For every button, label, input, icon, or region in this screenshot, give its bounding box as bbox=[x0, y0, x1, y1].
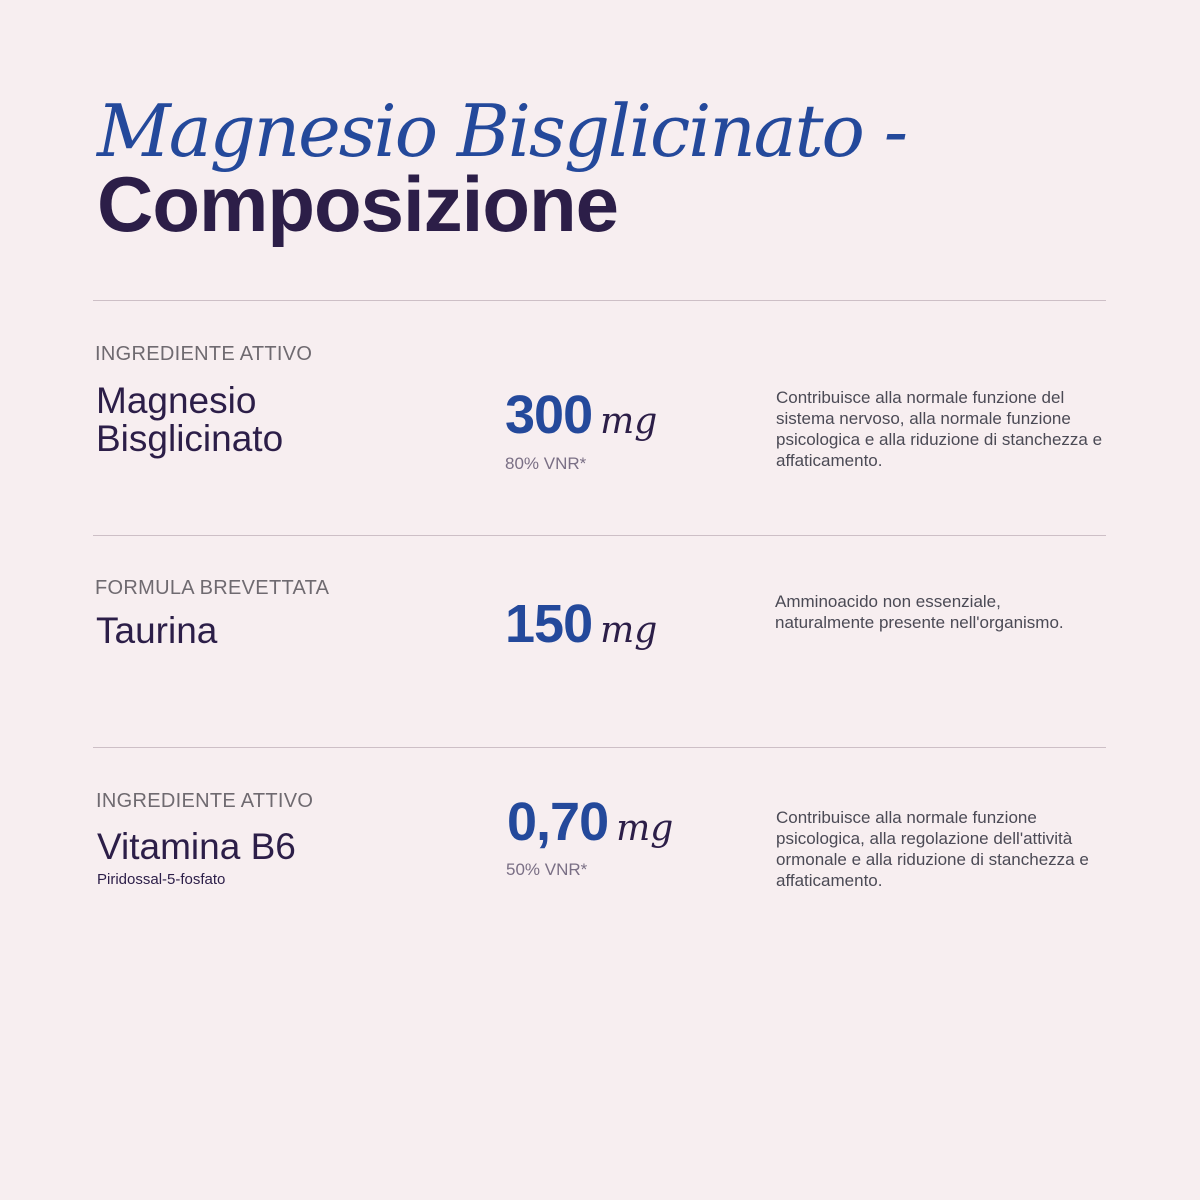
title-italic: Magnesio Bisglicinato - bbox=[97, 89, 907, 173]
vnr-percentage: 80% VNR* bbox=[505, 454, 587, 473]
ingredient-category: FORMULA BREVETTATA bbox=[95, 577, 330, 599]
ingredient-amount bbox=[505, 385, 658, 445]
ingredient-amount bbox=[507, 792, 674, 852]
ingredient-amount bbox=[505, 594, 658, 654]
amount-unit: mg bbox=[600, 610, 658, 651]
ingredient-name-line2: Bisglicinato bbox=[96, 418, 284, 459]
divider bbox=[93, 747, 1106, 748]
amount-value: 0,70 bbox=[507, 792, 609, 852]
ingredient-description: Contribuisce alla normale funzione del sistema nervoso, alla normale funzione psicologica e alla riduzione di stanchezza e affaticamento. bbox=[776, 388, 1103, 470]
ingredient-name-line1: Vitamina B6 bbox=[97, 826, 296, 867]
ingredient-subname: Piridossal-5-fosfato bbox=[97, 871, 226, 888]
ingredient-description: Amminoacido non essenziale, naturalmente presente nell'organismo. bbox=[775, 592, 1064, 632]
vnr-percentage: 50% VNR* bbox=[506, 860, 588, 879]
title-bold: Composizione bbox=[97, 160, 619, 248]
amount-unit: mg bbox=[600, 401, 658, 442]
ingredient-name-line1: Taurina bbox=[96, 610, 218, 651]
ingredient-category: INGREDIENTE ATTIVO bbox=[96, 790, 314, 812]
ingredient-category: INGREDIENTE ATTIVO bbox=[95, 343, 313, 365]
amount-value: 300 bbox=[505, 385, 593, 445]
ingredient-name-line1: Magnesio bbox=[96, 380, 257, 421]
ingredient-description: Contribuisce alla normale funzione psicologica, alla regolazione dell'attività ormonale e alla riduzione di stanchezza e affaticamento. bbox=[776, 808, 1089, 890]
amount-unit: mg bbox=[616, 808, 674, 849]
amount-value: 150 bbox=[505, 594, 593, 654]
divider bbox=[93, 535, 1106, 536]
divider bbox=[93, 300, 1106, 301]
